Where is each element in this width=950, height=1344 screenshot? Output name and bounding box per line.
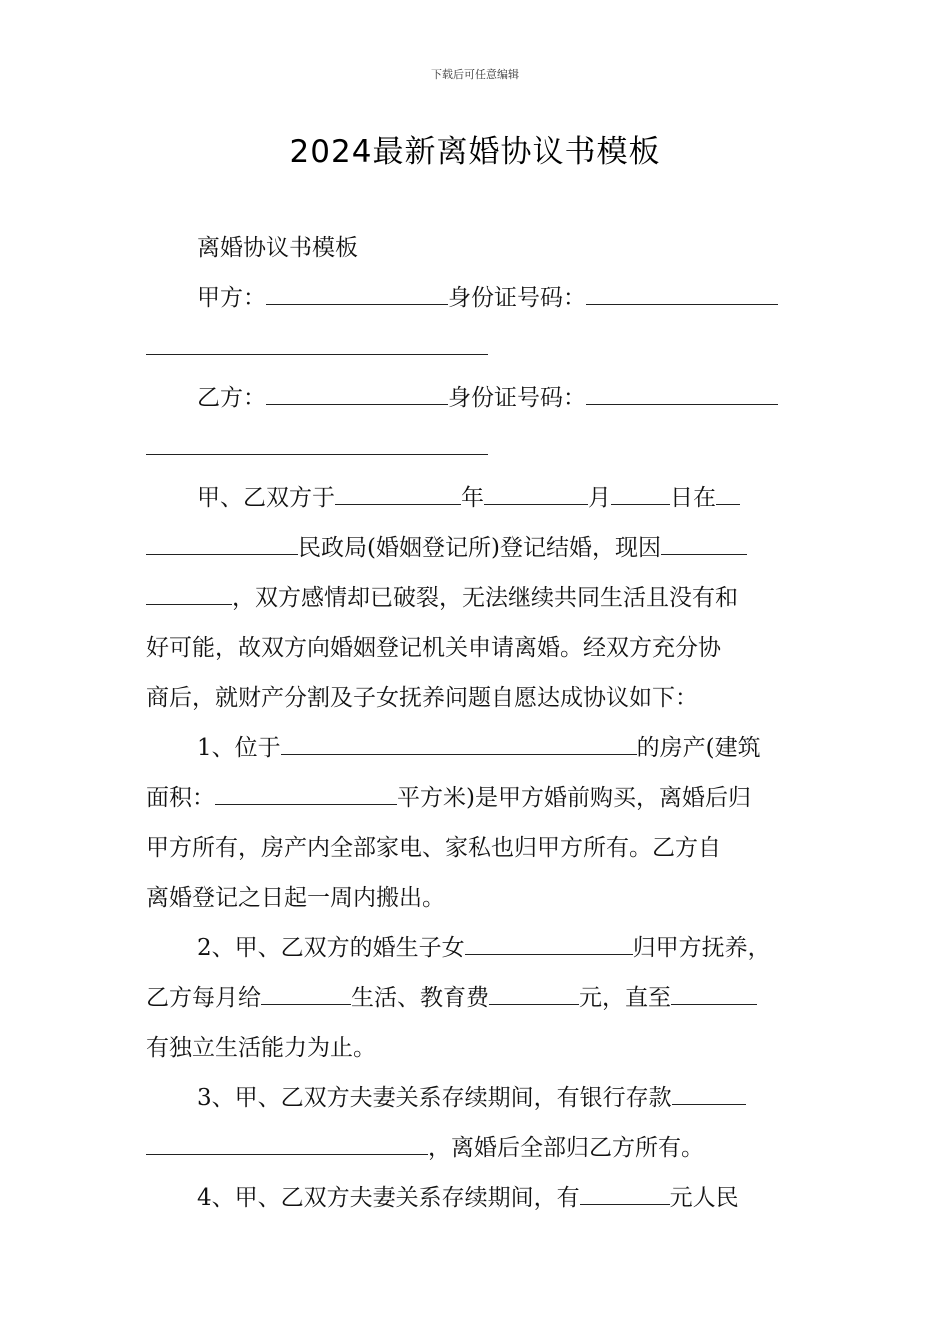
body-line: [146, 1133, 704, 1163]
text-segment: ，双方感情却已破裂，无法继续共同生活且没有和: [232, 585, 738, 611]
reason-blank-continued: [146, 584, 232, 605]
party-a-label: 甲方：: [197, 285, 266, 311]
body-line: [146, 983, 757, 1013]
text-segment: ，离婚后全部归乙方所有。: [428, 1135, 704, 1161]
day-blank: [611, 484, 670, 505]
body-line: [146, 533, 747, 563]
text-segment: 日在: [670, 485, 716, 511]
party-b-id-blank-continued: [146, 434, 488, 455]
text-segment: 元，直至: [579, 985, 671, 1011]
body-line: [197, 1183, 739, 1213]
text-segment: 2、甲、乙双方的婚生子女: [197, 935, 465, 961]
location-blank: [716, 484, 740, 505]
body-line: [146, 333, 488, 363]
text-segment: 的房产(建筑: [636, 735, 761, 761]
child-name-blank: [465, 934, 633, 955]
body-line: [197, 933, 771, 963]
text-segment: 1、位于: [197, 735, 281, 761]
text-segment: 平方米)是甲方婚前购买，离婚后归: [397, 785, 751, 811]
text-segment: 甲方所有，房产内全部家电、家私也归甲方所有。乙方自: [146, 835, 721, 861]
body-line: [146, 883, 445, 913]
body-line: [197, 233, 358, 263]
body-line: [197, 1083, 746, 1113]
text-segment: 离婚登记之日起一周内搬出。: [146, 885, 445, 911]
text-segment: 4、甲、乙双方夫妻关系存续期间，有: [197, 1185, 580, 1211]
party-b-id-blank: [586, 384, 778, 405]
id-number-label: 身份证号码：: [448, 285, 586, 311]
body-line: [146, 433, 488, 463]
bank-deposit-blank-continued: [146, 1134, 428, 1155]
text-segment: 商后，就财产分割及子女抚养问题自愿达成协议如下：: [146, 685, 698, 711]
document-title: 2024最新离婚协议书模板: [289, 134, 661, 170]
body-line: [146, 633, 721, 663]
body-line: [146, 583, 738, 613]
id-number-label: 身份证号码：: [448, 385, 586, 411]
body-line: [146, 683, 698, 713]
rmb-amount-blank: [580, 1184, 670, 1205]
body-line: [197, 383, 778, 413]
body-line: [146, 783, 751, 813]
text-segment: 甲、乙双方于: [197, 485, 335, 511]
monthly-amount-blank: [261, 984, 351, 1005]
text-segment: 生活、教育费: [351, 985, 489, 1011]
body-line: [197, 733, 761, 763]
property-location-blank: [281, 734, 637, 755]
header-note: 下载后可任意编辑: [431, 68, 519, 81]
education-fee-blank: [489, 984, 579, 1005]
body-line: [146, 833, 721, 863]
text-segment: 民政局(婚姻登记所)登记结婚，现因: [298, 535, 661, 561]
until-blank: [671, 984, 757, 1005]
text-segment: 好可能，故双方向婚姻登记机关申请离婚。经双方充分协: [146, 635, 721, 661]
month-blank: [484, 484, 588, 505]
party-b-label: 乙方：: [197, 385, 266, 411]
reason-blank: [661, 534, 747, 555]
text-segment: 年: [461, 485, 484, 511]
body-line: [197, 283, 778, 313]
party-a-id-blank-continued: [146, 334, 488, 355]
party-a-name-blank: [266, 284, 448, 305]
party-b-name-blank: [266, 384, 448, 405]
area-blank: [215, 784, 397, 805]
location-blank-continued: [146, 534, 298, 555]
party-a-id-blank: [586, 284, 778, 305]
text-segment: 3、甲、乙双方夫妻关系存续期间，有银行存款: [197, 1085, 672, 1111]
subtitle-text: 离婚协议书模板: [197, 235, 358, 261]
text-segment: 面积：: [146, 785, 215, 811]
text-segment: 有独立生活能力为止。: [146, 1035, 376, 1061]
bank-deposit-blank: [672, 1084, 746, 1105]
text-segment: 归甲方抚养，: [632, 935, 771, 961]
year-blank: [335, 484, 461, 505]
text-segment: 乙方每月给: [146, 985, 261, 1011]
text-segment: 月: [588, 485, 611, 511]
body-line: [146, 1033, 376, 1063]
body-line: [197, 483, 740, 513]
text-segment: 元人民: [669, 1185, 739, 1211]
